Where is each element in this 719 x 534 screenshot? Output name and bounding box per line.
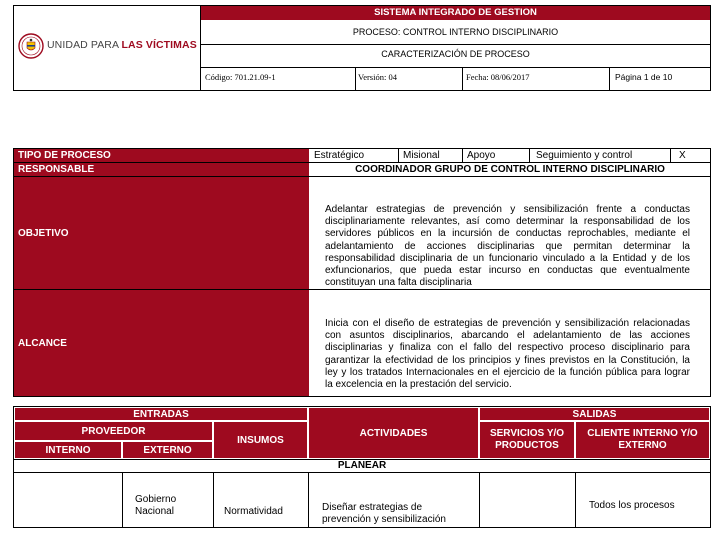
document-header <box>13 5 711 91</box>
objetivo-text: Adelantar estrategias de prevención y sensibilización frente a conductas disciplinariamente relevantes, así como determinar la responsabilidad de los servidores públicos en la incursión de conductas reprochables, mediante el adelantamiento de acciones disciplinarias que permitan determinar la responsabilidad disciplinaria de un funcionario vinculado a la Entidad y de los exfuncionarios, que pueda estar incurso en conductas que eventualmente constituyan una falta disciplinaria <box>325 204 690 289</box>
entradas-header: ENTRADAS <box>14 407 308 421</box>
externo-header: EXTERNO <box>122 441 213 459</box>
divider <box>201 90 710 91</box>
row-insumos: Normatividad <box>224 506 283 517</box>
divider <box>670 149 671 162</box>
divider <box>122 473 123 527</box>
alcance-label: ALCANCE <box>14 290 309 396</box>
divider <box>308 473 309 527</box>
doc-type: CARACTERIZACIÓN DE PROCESO <box>381 49 530 59</box>
section-planear: PLANEAR <box>14 459 710 473</box>
interno-header: INTERNO <box>14 441 122 459</box>
divider <box>398 149 399 162</box>
type-apoyo: Apoyo <box>467 150 496 161</box>
responsable-value: COORDINADOR GRUPO DE CONTROL INTERNO DISCIPLINARIO <box>355 164 665 175</box>
insumos-header: INSUMOS <box>213 421 308 459</box>
doc-version: Versión: 04 <box>358 72 397 82</box>
row-externo: Gobierno Nacional <box>135 494 177 517</box>
row-actividades: Diseñar estrategias de prevención y sensibilización <box>322 502 446 525</box>
process-line: PROCESO: CONTROL INTERNO DISCIPLINARIO <box>352 27 559 37</box>
doc-date: Fecha: 08/06/2017 <box>466 72 530 82</box>
logo-wordmark <box>47 39 197 51</box>
doc-code: Código: 701.21.09-1 <box>205 72 276 82</box>
divider <box>609 68 610 90</box>
tipo-proceso-label: TIPO DE PROCESO <box>14 149 309 162</box>
row-cliente: Todos los procesos <box>589 500 675 511</box>
type-misional: Misional <box>403 150 440 161</box>
divider <box>355 68 356 90</box>
divider <box>575 473 576 527</box>
divider <box>213 473 214 527</box>
system-title: SISTEMA INTEGRADO DE GESTION <box>201 6 710 20</box>
divider <box>201 67 710 68</box>
cliente-header: CLIENTE INTERNO Y/O EXTERNO <box>575 421 710 459</box>
divider <box>479 473 480 527</box>
actividades-header: ACTIVIDADES <box>308 407 479 459</box>
type-seguimiento: Seguimiento y control <box>536 150 633 161</box>
logo-emphasis: LAS VÍCTIMAS <box>121 39 197 51</box>
divider <box>201 44 710 45</box>
type-estrategico: Estratégico <box>314 150 365 161</box>
logo-cell <box>14 6 201 90</box>
salidas-header: SALIDAS <box>479 407 710 421</box>
divider <box>529 149 530 162</box>
alcance-text: Inicia con el diseño de estrategias de prevención y sensibilización relacionadas con asuntos disciplinarios, abarcando el adelantamiento de las acciones disciplinarias y finaliza con el fallo del respectivo proceso disciplinario para garantizar la efectividad de los principios y fines previstos en la Constitución, la ley y los tratados Internacionales en el ejercicio de la función pública para lograr la excelencia en la prestación del servicio. <box>325 318 690 391</box>
servicios-header: SERVICIOS Y/O PRODUCTOS <box>479 421 575 459</box>
responsable-label: RESPONSABLE <box>14 163 309 176</box>
divider <box>462 149 463 162</box>
objetivo-label: OBJETIVO <box>14 177 309 289</box>
coat-of-arms-icon <box>18 33 44 59</box>
divider <box>462 68 463 90</box>
logo-prefix: UNIDAD PARA <box>47 39 122 51</box>
proveedor-header: PROVEEDOR <box>14 421 213 441</box>
doc-page: Página 1 de 10 <box>615 72 673 82</box>
selected-mark: X <box>679 150 686 161</box>
